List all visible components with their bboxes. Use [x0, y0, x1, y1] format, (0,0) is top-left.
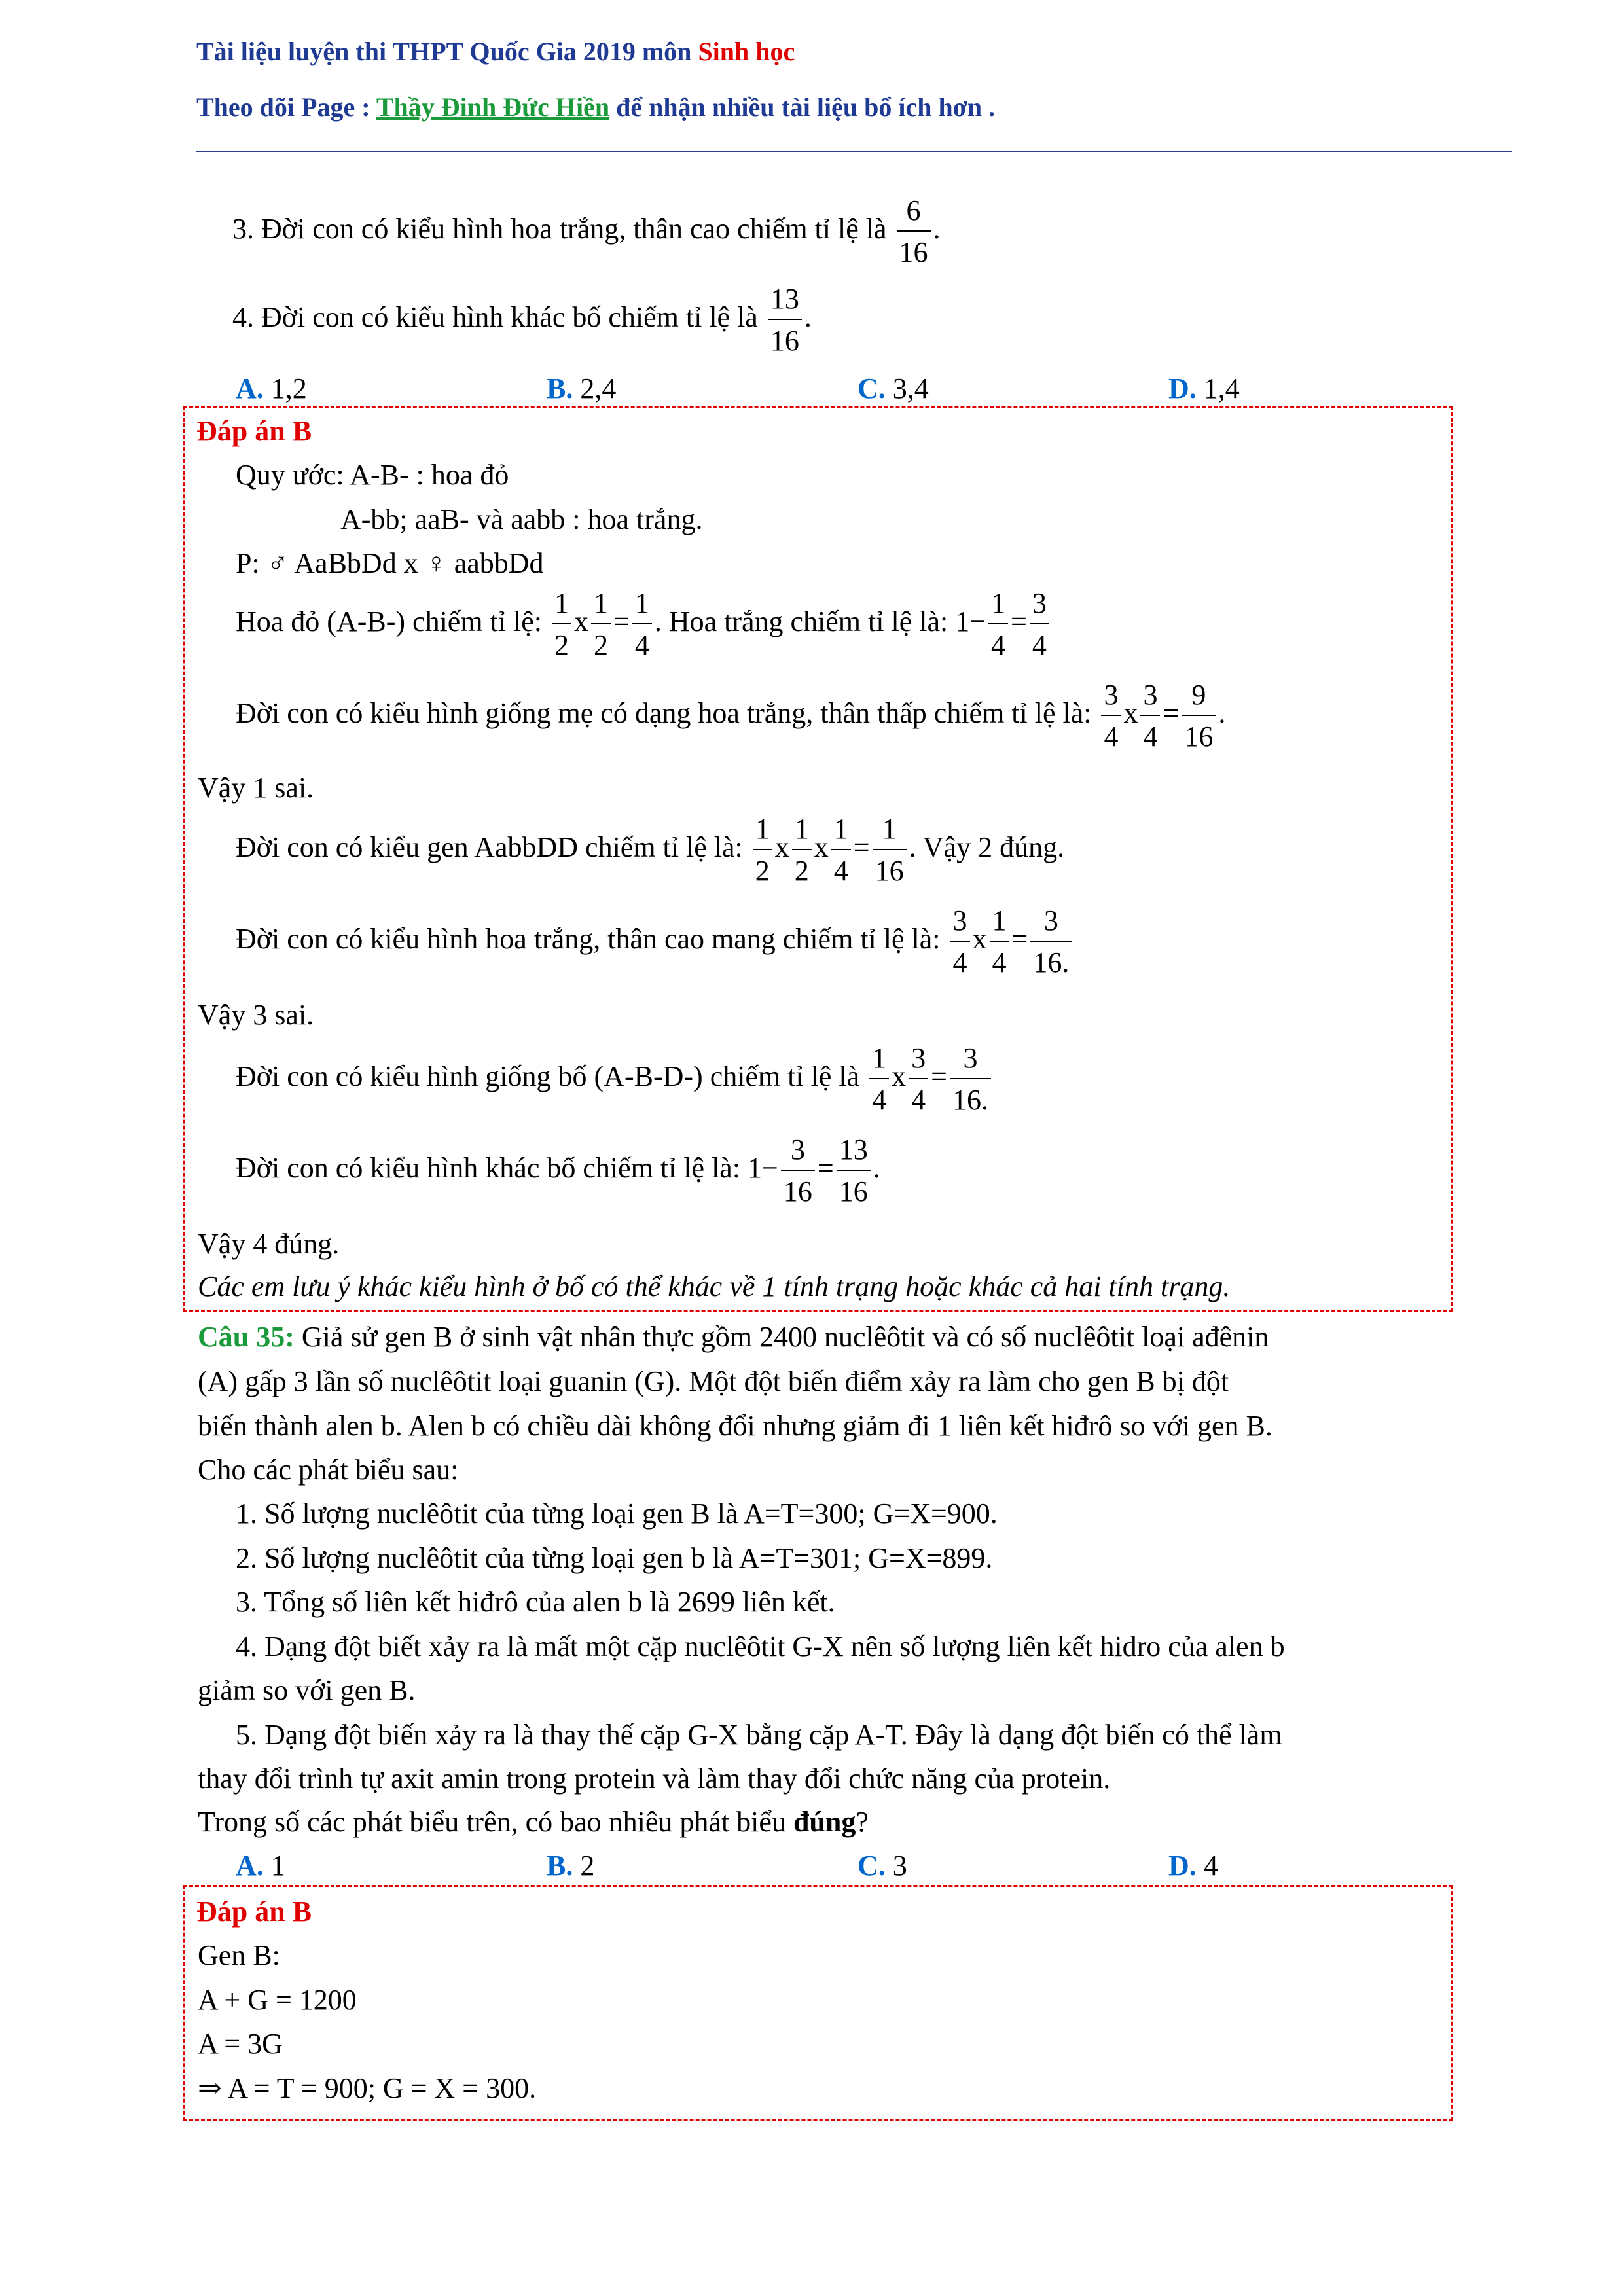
ans34-not-father-text: Đời con có kiểu hình khác bố chiếm tỉ lệ là: 1−	[236, 1152, 778, 1185]
q35-option-a[interactable]	[236, 1849, 285, 1883]
ans35-line-4: ⇒ A = T = 900; G = X = 300.	[198, 2072, 537, 2104]
q34-option-a-value: 1,2	[263, 372, 307, 404]
ans35-title: Đáp án B	[196, 1895, 312, 1928]
frac-num: 1	[632, 589, 652, 624]
frac-den: 2	[593, 629, 608, 661]
frac-13-16	[837, 1136, 871, 1206]
frac-3-4-b	[1140, 681, 1160, 751]
ans34-white-tall	[236, 906, 1074, 977]
ans34-parents: P: ♂ AaBbDd x ♀ aabbDd	[236, 547, 544, 579]
header-subject: Sinh học	[698, 37, 795, 66]
frac-num: 3	[1101, 681, 1121, 716]
ans34-red-ratio	[236, 589, 1052, 660]
q35-label: Câu 35:	[198, 1321, 295, 1353]
frac-num: 1	[552, 589, 571, 624]
times: x	[972, 923, 987, 956]
header-follow-text: Theo dõi Page :	[196, 92, 376, 122]
ans35-line-1: Gen B:	[198, 1939, 280, 1971]
frac-1-4	[632, 589, 652, 660]
frac-3-16-c	[781, 1136, 815, 1206]
ans34-verdict-3: Vậy 3 sai.	[198, 999, 314, 1031]
equals: =	[1163, 697, 1180, 730]
q35-option-b-value: 2	[573, 1850, 595, 1882]
period: .	[1218, 697, 1226, 730]
q34-s4-fraction	[768, 285, 802, 355]
q34-option-d-letter: D.	[1168, 372, 1197, 404]
frac-den: 4	[1143, 721, 1158, 753]
frac-den: 4	[952, 946, 967, 978]
frac-num: 3	[950, 906, 970, 942]
q34-s3-text: 3. Đời con có kiểu hình hoa trắng, thân cao chiếm tỉ lệ là	[232, 213, 894, 245]
frac-3-4-d	[909, 1044, 928, 1115]
frac-den: 4	[833, 855, 848, 887]
q35-statement-1: 1. Số lượng nuclêôtit của từng loại gen B là A=T=300; G=X=900.	[236, 1498, 998, 1530]
q34-option-c-value: 3,4	[885, 372, 929, 404]
q34-s4-text: 4. Đời con có kiểu hình khác bố chiếm tỉ lệ là	[232, 301, 765, 334]
ans34-convention-2: A-bb; aaB- và aabb : hoa trắng.	[340, 503, 703, 535]
times: x	[774, 831, 789, 864]
frac-1-4-b	[988, 589, 1008, 660]
frac-1-2-a	[552, 589, 571, 660]
times: x	[814, 831, 829, 864]
frac-1-4-c	[831, 815, 851, 886]
frac-num: 1	[869, 1044, 889, 1079]
q34-s4-den: 16	[770, 325, 799, 357]
q35-option-d[interactable]	[1168, 1849, 1218, 1883]
equals: =	[817, 1152, 834, 1185]
ans35-line-2: A + G = 1200	[198, 1984, 357, 2016]
ans34-father-phenotype	[236, 1044, 994, 1115]
q35-option-a-letter: A.	[236, 1850, 264, 1882]
q35-statement-2: 2. Số lượng nuclêôtit của từng loại gen b là A=T=301; G=X=899.	[236, 1542, 993, 1574]
equals: =	[613, 605, 630, 638]
equals: =	[931, 1060, 947, 1093]
q35-option-c[interactable]	[857, 1849, 907, 1883]
ans34-genotype-text: Đời con có kiểu gen AabbDD chiếm tỉ lệ là:	[236, 831, 750, 864]
ans34-note: Các em lưu ý khác kiểu hình ở bố có thể khác về 1 tính trạng hoặc khác cả hai tính trạng.	[198, 1270, 1231, 1302]
ans34-genotype	[236, 815, 1064, 886]
q35-option-b[interactable]	[547, 1849, 594, 1883]
times: x	[892, 1060, 907, 1093]
q34-option-c-letter: C.	[857, 372, 886, 404]
frac-den: 2	[554, 629, 569, 661]
q35-statement-5b: thay đổi trình tự axit amin trong protein và làm thay đổi chức năng của protein.	[198, 1763, 1111, 1795]
header-line-1	[196, 36, 795, 67]
header-divider	[196, 151, 1512, 152]
q35-ask	[198, 1805, 869, 1839]
frac-3-16-b	[950, 1044, 991, 1115]
period: .	[873, 1152, 880, 1185]
ans34-not-father	[236, 1136, 880, 1206]
q34-option-b-value: 2,4	[573, 372, 617, 404]
q34-s3-fraction	[897, 196, 931, 267]
q34-statement-3	[232, 196, 941, 267]
header-follow-suffix: để nhận nhiều tài liệu bổ ích hơn .	[609, 92, 996, 122]
frac-num: 3	[1030, 906, 1072, 942]
ans34-mother-phenotype	[236, 681, 1225, 751]
q35-option-d-value: 4	[1196, 1850, 1218, 1882]
frac-den: 4	[1032, 629, 1047, 661]
frac-1-2-c	[753, 815, 772, 886]
frac-den: 4	[911, 1084, 926, 1116]
frac-num: 1	[792, 815, 812, 850]
frac-3-4-c	[950, 906, 970, 977]
frac-3-16	[1030, 906, 1072, 977]
q35-option-c-letter: C.	[857, 1850, 886, 1882]
header-title: Tài liệu luyện thi THPT Quốc Gia 2019 môn	[196, 37, 698, 66]
q34-option-a-letter: A.	[236, 372, 264, 404]
frac-9-16	[1182, 681, 1216, 751]
q34-s3-den: 16	[899, 236, 928, 268]
frac-den: 16	[875, 855, 904, 887]
frac-num: 1	[990, 906, 1009, 942]
header-line-2	[196, 92, 995, 122]
ans34-father-text: Đời con có kiểu hình giống bố (A-B-D-) chiếm tỉ lệ là	[236, 1060, 867, 1093]
frac-num: 3	[950, 1044, 991, 1079]
q34-s3-num: 6	[897, 196, 931, 232]
ans34-title: Đáp án B	[196, 415, 312, 447]
frac-den: 4	[872, 1084, 887, 1116]
q35-option-a-value: 1	[263, 1850, 285, 1882]
frac-den: 4	[1104, 721, 1119, 753]
equals: =	[853, 831, 870, 864]
q34-s4-num: 13	[768, 285, 802, 320]
q35-line-1	[198, 1320, 1269, 1354]
q35-option-b-letter: B.	[547, 1850, 573, 1882]
q35-ask-text: Trong số các phát biểu trên, có bao nhiêu phát biểu	[198, 1806, 793, 1838]
frac-num: 3	[781, 1136, 815, 1171]
ans35-line-3: A = 3G	[198, 2028, 283, 2060]
frac-den: 16	[783, 1175, 812, 1208]
ans34-genotype-end: . Vậy 2 đúng.	[909, 831, 1065, 864]
q35-statement-3: 3. Tổng số liên kết hiđrô của alen b là 2699 liên kết.	[236, 1586, 835, 1618]
ans34-white-tall-text: Đời con có kiểu hình hoa trắng, thân cao mang chiếm tỉ lệ là:	[236, 923, 948, 956]
q35-statement-4b: giảm so với gen B.	[198, 1674, 416, 1706]
equals: =	[1011, 605, 1027, 638]
q34-option-c[interactable]	[857, 372, 929, 406]
frac-den: 4	[992, 946, 1007, 978]
frac-num: 3	[1030, 589, 1049, 624]
header-page-link[interactable]: Thầy Đinh Đức Hiền	[376, 92, 610, 122]
frac-num: 3	[1140, 681, 1160, 716]
q34-option-d[interactable]	[1168, 372, 1240, 406]
frac-num: 9	[1182, 681, 1216, 716]
frac-3-4	[1030, 589, 1049, 660]
frac-1-4-d	[990, 906, 1009, 977]
q34-option-b[interactable]	[547, 372, 616, 406]
q35-ask-end: ?	[856, 1806, 869, 1838]
ans34-mother-text: Đời con có kiểu hình giống mẹ có dạng hoa trắng, thân thấp chiếm tỉ lệ là:	[236, 697, 1099, 730]
q35-p1: Giả sử gen B ở sinh vật nhân thực gồm 2400 nuclêôtit và có số nuclêôtit loại ađênin	[294, 1321, 1269, 1353]
times: x	[573, 605, 588, 638]
times: x	[1123, 697, 1138, 730]
q34-s4-end: .	[804, 301, 812, 334]
q35-ask-bold: đúng	[793, 1806, 856, 1838]
ans34-white-label: . Hoa trắng chiếm tỉ lệ là: 1−	[654, 605, 986, 638]
q34-option-b-letter: B.	[547, 372, 573, 404]
ans34-convention-1: Quy ước: A-B- : hoa đỏ	[236, 459, 509, 491]
ans34-red-label: Hoa đỏ (A-B-) chiếm tỉ lệ:	[236, 605, 549, 638]
q34-option-d-value: 1,4	[1196, 372, 1240, 404]
frac-num: 1	[753, 815, 772, 850]
frac-den: 16	[1184, 721, 1214, 753]
q34-statement-4	[232, 285, 812, 355]
q35-statement-4a: 4. Dạng đột biết xảy ra là mất một cặp nuclêôtit G-X nên số lượng liên kết hidro của alen b	[236, 1630, 1285, 1662]
frac-den: 4	[634, 629, 649, 661]
frac-den: 2	[794, 855, 809, 887]
frac-den: 4	[991, 629, 1006, 661]
frac-num: 1	[988, 589, 1008, 624]
frac-1-4-e	[869, 1044, 889, 1115]
frac-num: 1	[591, 589, 611, 624]
frac-num: 3	[909, 1044, 928, 1079]
frac-3-4-a	[1101, 681, 1121, 751]
q35-statement-5a: 5. Dạng đột biến xảy ra là thay thế cặp G-X bằng cặp A-T. Đây là dạng đột biến có thể làm	[236, 1719, 1282, 1751]
q35-option-d-letter: D.	[1168, 1850, 1197, 1882]
q34-option-a[interactable]	[236, 372, 307, 406]
q34-s3-end: .	[933, 213, 941, 245]
frac-1-16	[873, 815, 907, 886]
frac-1-2-b	[591, 589, 611, 660]
ans34-verdict-1: Vậy 1 sai.	[198, 772, 314, 804]
frac-1-2-d	[792, 815, 812, 886]
frac-den: 2	[755, 855, 770, 887]
equals: =	[1011, 923, 1028, 956]
ans34-verdict-4: Vậy 4 đúng.	[198, 1228, 340, 1260]
frac-den: 16	[839, 1175, 868, 1208]
frac-num: 1	[831, 815, 851, 850]
q35-option-c-value: 3	[885, 1850, 907, 1882]
q35-line-4: Cho các phát biểu sau:	[198, 1454, 459, 1486]
frac-den: 16.	[952, 1084, 988, 1116]
q35-line-3: biến thành alen b. Alen b có chiều dài không đổi nhưng giảm đi 1 liên kết hiđrô so với gen B.	[198, 1410, 1272, 1442]
frac-num: 1	[873, 815, 907, 850]
q35-line-2: (A) gấp 3 lần số nuclêôtit loại guanin (G). Một đột biến điểm xảy ra làm cho gen B bị đột	[198, 1365, 1229, 1397]
frac-num: 13	[837, 1136, 871, 1171]
frac-den: 16.	[1033, 946, 1070, 978]
